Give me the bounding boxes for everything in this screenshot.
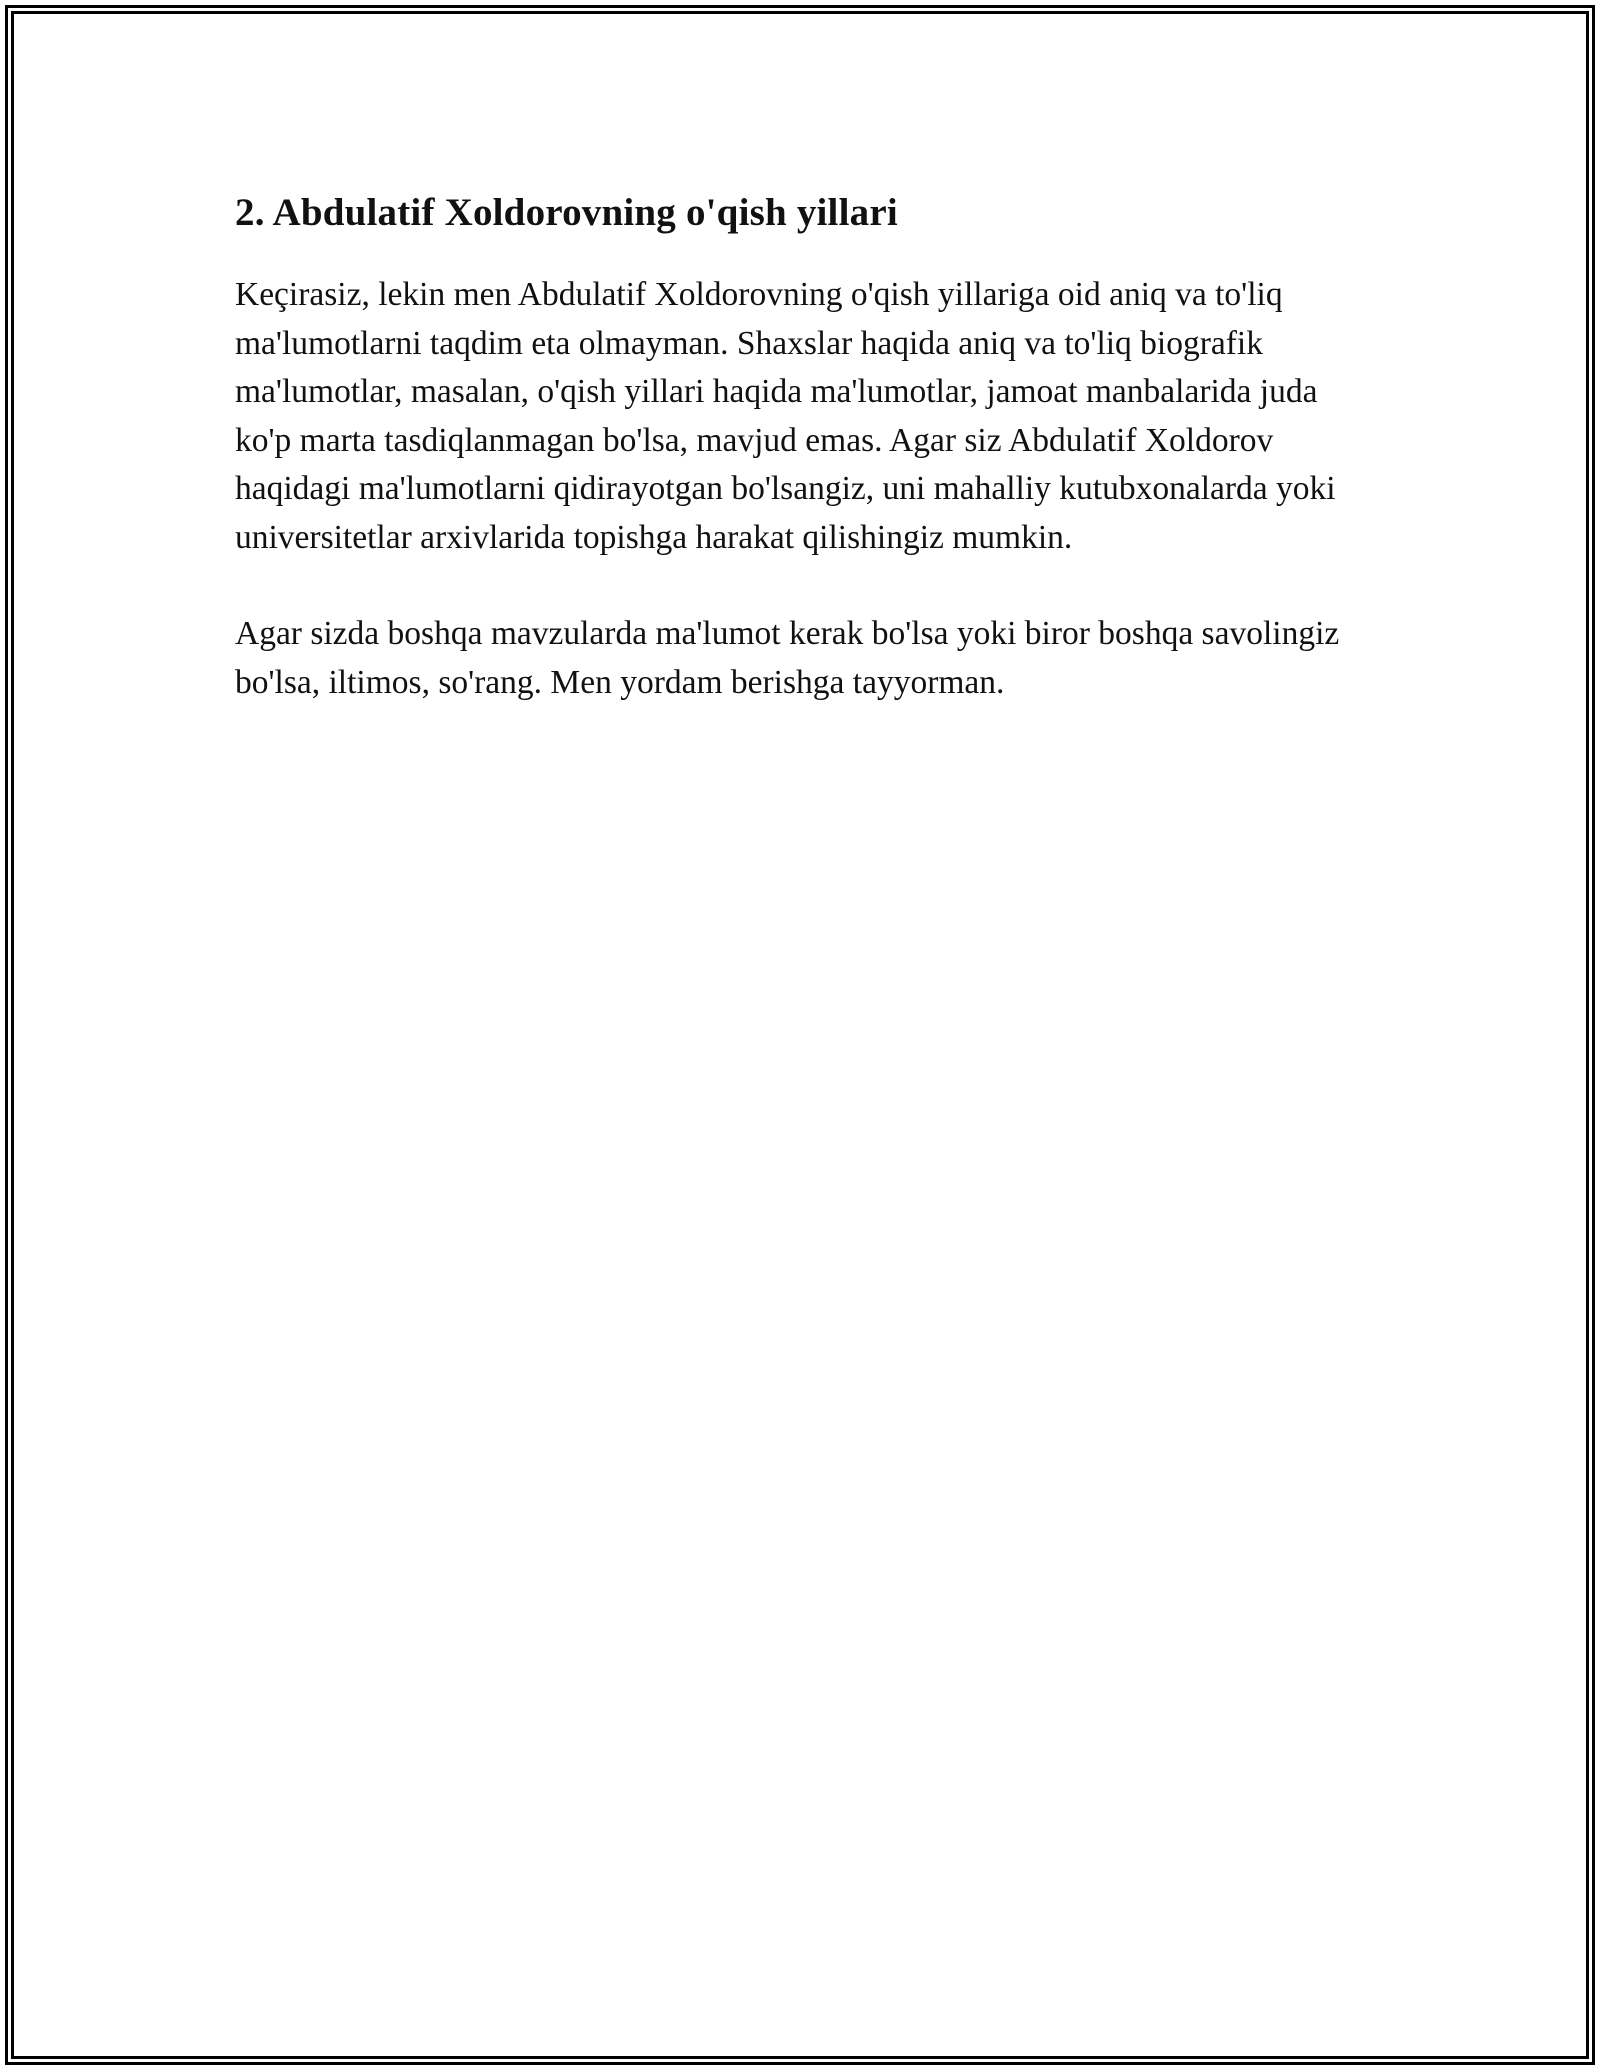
document-body [235,183,1365,755]
paragraph-2: Agar sizda boshqa mavzularda ma'lumot kerak bo'lsa yoki biror boshqa savolingiz bo'lsa, iltimos, so'rang. Men yordam berishga tayyorman. [235,615,1340,701]
paragraph-1: Keçirasiz, lekin men Abdulatif Xoldorovning o'qish yillariga oid aniq va to'liq ma'lumotlarni taqdim eta olmayman. Shaxslar haqida aniq va to'liq biografik ma'lumotlar, masalan, o'qish yillari haqida ma'lumotlar, jamoat manbalarida juda ko'p marta tasdiqlanmagan bo'lsa, mavjud emas. Agar siz Abdulatif Xoldorov haqidagi ma'lumotlarni qidirayotgan bo'lsangiz, uni mahalliy kutubxonalarda yoki universitetlar arxivlarida topishga harakat qilishingiz mumkin. [235,276,1336,556]
section-heading: 2. Abdulatif Xoldorovning o'qish yillari [235,191,898,234]
